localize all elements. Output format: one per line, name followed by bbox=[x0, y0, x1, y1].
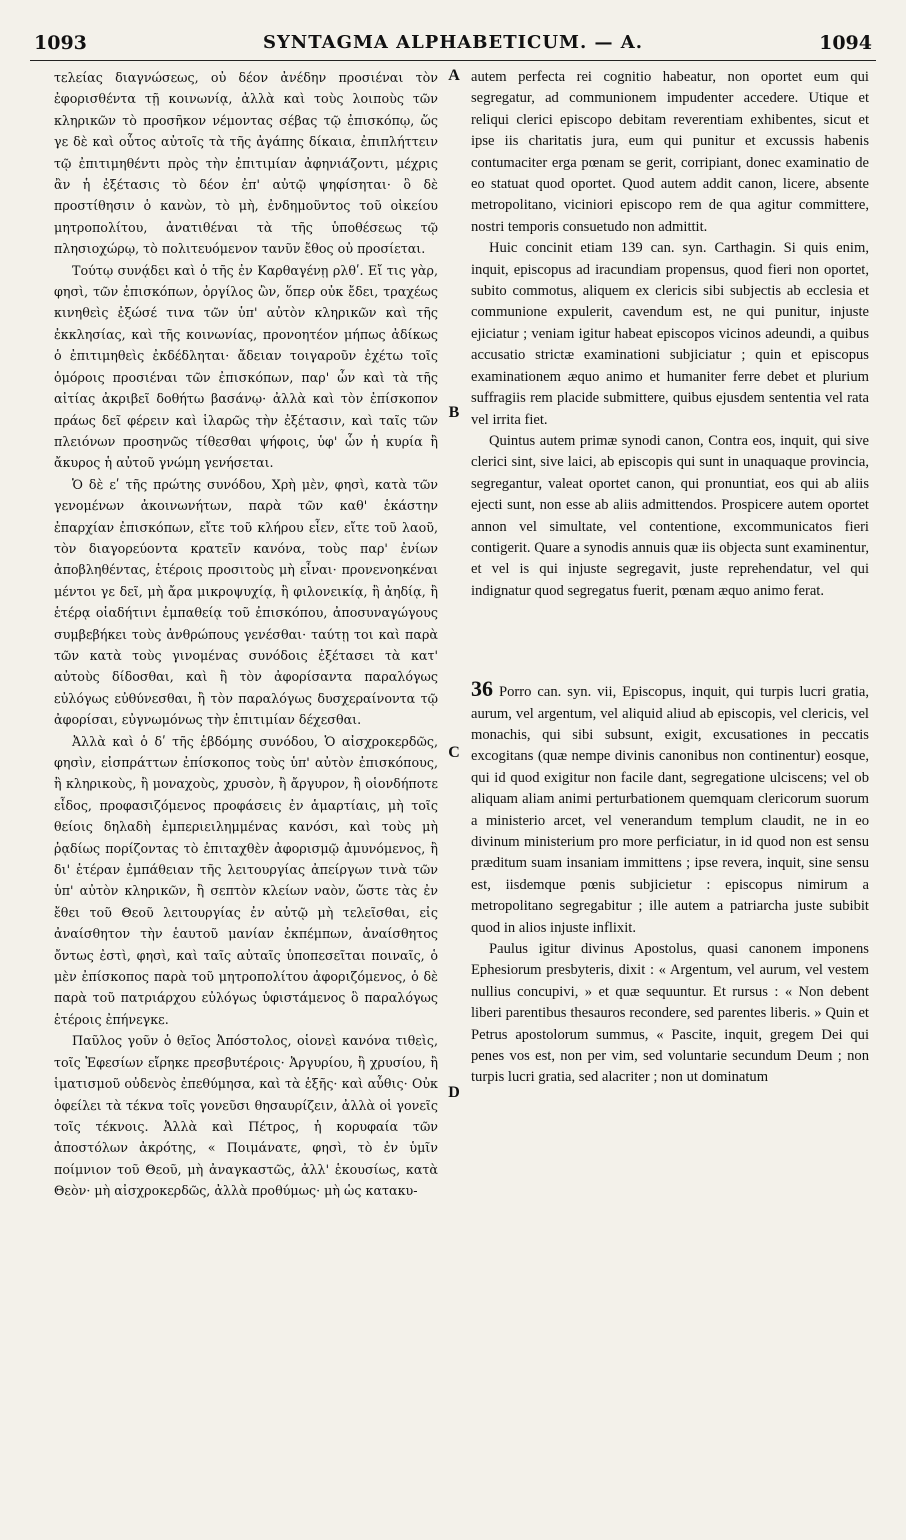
latin-paragraph bbox=[471, 678, 869, 939]
page-number-left: 1093 bbox=[34, 32, 87, 54]
latin-paragraph-text: Porro can. syn. vii, Episcopus, inquit, qui turpis lucri gratia, aurum, vel argentum, vel aliquid aliud ab episcopis, vel clericis, vel monachis, qui sibi subsunt, exigit, excusationes in peccatis excogitans (quæ nempe divinis canonibus non continentur) eosque, qui id quod exigitur non facile dant, segregatione ulciscens; vel ob aliquam aliam animi perturbationem quemquam clericorum suorum a ministerio arcet, vel venerandum templum claudit, ne in eo divinum ministerium pro more perficiatur, in id quod non est sensu præditum suam insaniam immittens ; ipse revera, inquit, sine sensu est, iisdemque pœnis subjicietur : episcopus nimirum a metropolitano segregabitur ; ille autem a patriarcha juste subibit quod in alios injuste inflixit. bbox=[471, 684, 869, 936]
greek-paragraph: Ὁ δὲ εʹ τῆς πρώτης συνόδου, Χρὴ μὲν, φησὶ, κατὰ τῶν γενομένων ἀκοινωνήτων, παρὰ τῶν καθ' ἑκάστην ἐπαρχίαν ἐπισκόπων, εἴτε τοῦ κλήρου εἶεν, εἴτε τοῦ λαοῦ, τὸν διαγορεύοντα κρατεῖν κανόνα, τοὺς παρ' ἐνίων ἀποβληθέντας, ἑτέροις προσιτοὺς μὴ εἶναι· προνενοηκέναι μέντοι γε δεῖ, μὴ ἄρα μικροψυχίᾳ, ἢ φιλονεικίᾳ, ἢ ἀηδίᾳ, ἢ ἑτέρᾳ οἱαδήτινι ἐμπαθείᾳ τοῦ ἐπισκόπου, ἀποσυναγώγους συμβεβήκει τοὺς ἀνθρώπους γενέσθαι· ταύτῃ τοι καὶ παρὰ τῶν κατὰ τοὺς γινομένας συνόδοις ἐξέτασει τὰ κατ' αὐτοὺς δίδοσθαι, καὶ ἢ τὸν ἀφορίσαντα παραλόγως εὐλόγως εὐθύνεσθαι, ἢ τὸν παραλόγως δυσχεραίνοντα τῷ ἀφορίσαι, εὐγνωμόνως τὴν ἐπιτιμίαν δέχεσθαι. bbox=[54, 476, 438, 728]
greek-paragraph: Παῦλος γοῦν ὁ θεῖος Ἀπόστολος, οἱονεὶ κανόνα τιθεὶς, τοῖς Ἐφεσίων εἴρηκε πρεσβυτέροις· Ἀργυρίου, ἢ χρυσίου, ἢ ἱματισμοῦ οὐδενὸς ἐπεθύμησα, καὶ τὰ ἑξῆς· καὶ αὖθις· Οὐκ ὀφείλει τὰ τέκνα τοῖς γονεῦσι θησαυρίζειν, ἀλλὰ οἱ γονεῖς τοῖς τέκνοις. Ἀλλὰ καὶ Πέτρος, ἡ κορυφαία τῶν ἀποστόλων ἀκρότης, « Ποιμάνατε, φησὶ, τὸ ἐν ὑμῖν ποίμνιον τοῦ Θεοῦ, μὴ ἀναγκαστῶς, ἀλλ' ἑκουσίως, κατὰ Θεὸν· μὴ αἰσχροκερδῶς, ἀλλὰ προθύμως· μὴ ὡς κατακυ- bbox=[54, 1033, 438, 1199]
page-header bbox=[30, 30, 876, 61]
margin-marker-d: D bbox=[448, 1084, 460, 1101]
greek-paragraph: Ἀλλὰ καὶ ὁ δʹ τῆς ἑβδόμης συνόδου, Ὁ αἰσχροκερδῶς, φησὶν, εἰσπράττων ἐπίσκοπος τοὺς ὑπ' αὐτὸν ἐπισκόπους, ἢ κληρικοὺς, ἢ μοναχοὺς, χρυσὸν, ἢ ἄργυρον, ἢ οἱονδήποτε εἶδος, προφασιζόμενος προφάσεις ἐν ἁμαρτίαις, μὴ τοῖς θείοις δηλαδὴ ἐμπεριειλημμένας κανόσι, καὶ τοὺς μὴ ῥᾳδίως πορίζοντας τὸ ἐπιταχθὲν ἀφορισμῷ ἀμυνόμενος, ἢ δι' ἑτέραν ἐμπάθειαν τῆς λειτουργίας ἀπείργων τινὰ τῶν ὑπ' αὐτὸν κληρικῶν, ἢ σεπτὸν κλείων ναὸν, ὥστε τὰς ἐν ἔθει τοῦ Θεοῦ λειτουργίας ἐν αὐτῷ μὴ τελεῖσθαι, εἰς ἀναίσθητον τὴν ἑαυτοῦ μανίαν ἐκπέμπων, ἀναίσθητος ὄντως ἐστὶ, φησὶ, καὶ ταῖς αὐταῖς ὑποπεσεῖται ποιναῖς, ὁ μὲν ἐπίσκοπος παρὰ τοῦ μητροπολίτου ἀφοριζόμενος, ὁ δὲ παρὰ τοῦ πατριάρχου εὐλόγως ὑφιστάμενος ὃ παραλόγως ἑτέροις ἐπήνεγκε. bbox=[54, 733, 438, 1027]
margin-marker-a: A bbox=[448, 67, 460, 84]
margin-marker-b: B bbox=[448, 404, 460, 421]
latin-paragraph: Paulus igitur divinus Apostolus, quasi canonem imponens Ephesiorum presbyteris, dixit : « Argentum, vel aurum, vel vestem nullius concupivi, » et quæ sequuntur. Et rursus : « Non debent liberi parentibus thesauros recondere, sed parentes liberis. » Quin et Petrus apostolorum summus, « Pascite, inquit, gregem Dei qui penes vos est, non per vim, sed voluntarie secundum Deum ; non turpis lucri gratia, sed alacriter ; non ut dominatum bbox=[471, 941, 869, 1086]
column-gap bbox=[471, 602, 869, 678]
section-number: 36 bbox=[471, 676, 493, 702]
latin-paragraph: autem perfecta rei cognitio habeatur, non oportet eum qui segregatur, ad communionem impudenter accedere. Utique et reliqui clerici episcopo debitam reverentiam exhibentes, sicut et ipse iis charitatis jura, eum qui punitur et excussis habenis contumaciter erga pœnam se gerit, corripiant, donec examinatio de eo statuat quod oportet. Quod autem addit canon, licere, absente metropolitano, viciniori episcopo rem de qua agitur committere, nostri temporis consuetudo non admittit. bbox=[471, 69, 869, 235]
page-number-right: 1094 bbox=[819, 32, 872, 54]
latin-column bbox=[471, 67, 869, 1089]
greek-paragraph: Τούτῳ συνᾴδει καὶ ὁ τῆς ἐν Καρθαγένῃ ρλθʹ. Εἴ τις γὰρ, φησὶ, τῶν ἐπισκόπων, ὀργίλος ὢν, ὅπερ οὐκ ἔδει, τραχέως κινηθεὶς ἐξώσέ τινα τῶν ὑπ' αὐτὸν κληρικῶν καὶ τῆς ἐκκλησίας, καὶ τῆς κοινωνίας, προνοητέον μήπως ἀδίκως ὁ ἐπιτιμηθεὶς ἐκδέδληται· ἄδειαν τοιγαροῦν ἐχέτω τοῖς ὁμόροις προσιέναι τῶν ἐπισκόπων, παρ' ὧν καὶ τὰ τῆς αἰτίας ἀκριβεῖ δοθήτω βασάνῳ· ἀλλὰ καὶ τὸν ἐπίσκοπον πράως δεῖ φέρειν καὶ ἱλαρῶς τὴν ἐξέτασιν, καὶ ταῖς τῶν πλειόνων προσηνῶς τίθεσθαι ψήφοις, ὑφ' ὧν ἡ κυρία ἢ ἄκυρος ἡ αὐτοῦ γνώμη γενήσεται. bbox=[54, 262, 438, 471]
running-title: SYNTAGMA ALPHABETICUM. — A. bbox=[262, 32, 644, 53]
greek-column bbox=[54, 67, 438, 1202]
greek-paragraph: τελείας διαγνώσεως, οὐ δέον ἀνέδην προσιέναι τὸν ἐφορισθέντα τῇ κοινωνίᾳ, ἀλλὰ καὶ τοὺς λοιποὺς τῶν κληρικῶν τὸ προσῆκον νέμοντας σέβας τῷ ἐπισκόπῳ, ὥς γε δὲ καὶ οὗτος αὐτοῖς τὰ τῆς ἀγάπης δίκαια, ἐπιπλήττειν τῷ ἐπιτιμηθέντι πρὸς τὴν ἐπιτιμίαν ἀφηνιάζοντι, μέχρις ἂν ἡ ἐξέτασις τὸ δέον ἐπ' αὐτῷ ψηφίσηται· ὃ δὲ προστίθησιν ὁ κανὼν, τὸ μὴ, ἐνδημοῦντος τοῦ οἰκείου μητροπολίτου, ἀνατιθέναι τὰ τῆς ὑποθέσεως τῷ πλησιοχώρῳ, τὸ πολιτευόμενον τανῦν ἔθος οὐ προσίεται. bbox=[54, 70, 438, 257]
latin-paragraph: Huic concinit etiam 139 can. syn. Carthagin. Si quis enim, inquit, episcopus ad iracundiam propensus, quod fieri non oportet, subito commotus, aliquem ex clericis sibi subjectis ab ecclesia et communione expulerit, cavendum est, ne qui punitur, injuste ejiciatur ; veniam igitur habeat episcopos vicinos adeundi, a quibus accusatio strictæ examinationi subjiciatur ; quin et episcopus examinationem æquo animo et humaniter ferre debet et plurium suffragiis rem placide submittere, quibus ejusdem sententia vel rata vel irrita fiet. bbox=[471, 240, 869, 428]
latin-paragraph: Quintus autem primæ synodi canon, Contra eos, inquit, qui sive clerici sint, sive laici, ab episcopis qui sunt in unaquaque provincia, segregantur, valeat oportet canon, qui pronuntiat, eos qui ab aliis ejecti sunt, non esse ab aliis admittendos. Prospicere autem oportet annon vel simultate, vel contentione, excommunicatos fieri contigerit. Quare a synodis annuis quæ iis objecta sunt examinentur, et vel is qui injuste segregavit, juste reprehendatur, vel qui indignatur quod segregatus fuerit, pœnam æquo animo ferat. bbox=[471, 432, 869, 599]
margin-marker-c: C bbox=[448, 744, 460, 761]
